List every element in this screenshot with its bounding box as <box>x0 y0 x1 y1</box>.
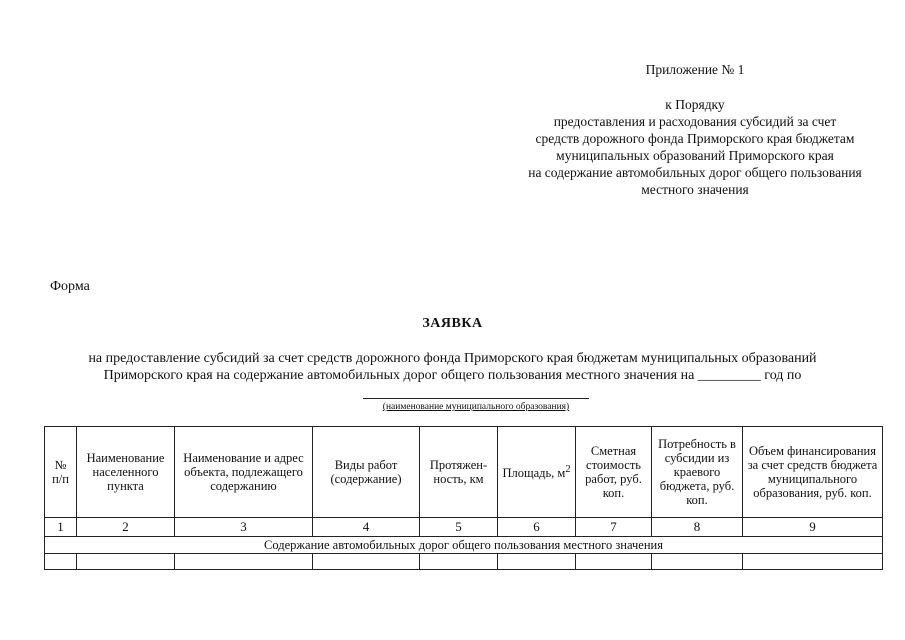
column-number: 9 <box>743 518 883 537</box>
application-table <box>44 426 883 570</box>
table-cell[interactable] <box>743 554 883 570</box>
appendix-line: предоставления и расходования субсидий за счет <box>553 114 837 129</box>
header-cell: № п/п <box>45 427 77 518</box>
column-number: 5 <box>420 518 498 537</box>
section-row <box>45 537 883 554</box>
column-number-row <box>45 518 883 537</box>
section-title: Содержание автомобильных дорог общего пользования местного значения <box>45 537 883 554</box>
table-header-row <box>45 427 883 518</box>
table-cell[interactable] <box>175 554 313 570</box>
municipality-fill-line <box>363 398 589 399</box>
appendix-line: на содержание автомобильных дорог общего пользования <box>528 165 862 180</box>
column-number: 3 <box>175 518 313 537</box>
appendix-title: Приложение № 1 <box>645 62 745 77</box>
table-cell[interactable] <box>45 554 77 570</box>
appendix-line: к Порядку <box>665 97 725 112</box>
header-cell: Протяжен-ность, км <box>420 427 498 518</box>
document-title: ЗАЯВКА <box>422 316 483 331</box>
appendix-line: муниципальных образований Приморского края <box>556 148 834 163</box>
table-cell[interactable] <box>313 554 420 570</box>
header-area-superscript: 2 <box>565 464 571 476</box>
column-number: 8 <box>652 518 743 537</box>
appendix-line: средств дорожного фонда Приморского края бюджетам <box>535 131 855 146</box>
table-cell[interactable] <box>576 554 652 570</box>
header-cell: Наименование населенного пункта <box>77 427 175 518</box>
table-cell[interactable] <box>498 554 576 570</box>
header-cell-area <box>498 427 576 518</box>
header-area-label: Площадь, м <box>502 466 566 481</box>
header-cell: Сметная стоимость работ, руб. коп. <box>576 427 652 518</box>
document-subtitle <box>30 350 875 384</box>
form-label: Форма <box>50 279 90 294</box>
table-row <box>45 554 883 570</box>
header-cell: Объем финансирования за счет средств бюджета муниципального образования, руб. коп. <box>743 427 883 518</box>
appendix-line: местного значения <box>641 182 749 197</box>
column-number: 6 <box>498 518 576 537</box>
header-cell: Наименование и адрес объекта, подлежащего содержанию <box>175 427 313 518</box>
municipality-caption: (наименование муниципального образования) <box>382 402 570 412</box>
header-cell: Потребность в субсидии из краевого бюджета, руб. коп. <box>652 427 743 518</box>
header-cell: Виды работ (содержание) <box>313 427 420 518</box>
column-number: 2 <box>77 518 175 537</box>
column-number: 7 <box>576 518 652 537</box>
subtitle-line: на предоставление субсидий за счет средств дорожного фонда Приморского края бюджетам муниципальных образований <box>88 351 817 366</box>
column-number: 1 <box>45 518 77 537</box>
column-number: 4 <box>313 518 420 537</box>
table-cell[interactable] <box>77 554 175 570</box>
appendix-reference <box>500 96 890 198</box>
table-cell[interactable] <box>420 554 498 570</box>
table-cell[interactable] <box>652 554 743 570</box>
subtitle-line: Приморского края на содержание автомобильных дорог общего пользования местного значения на _________ год по <box>103 368 802 383</box>
